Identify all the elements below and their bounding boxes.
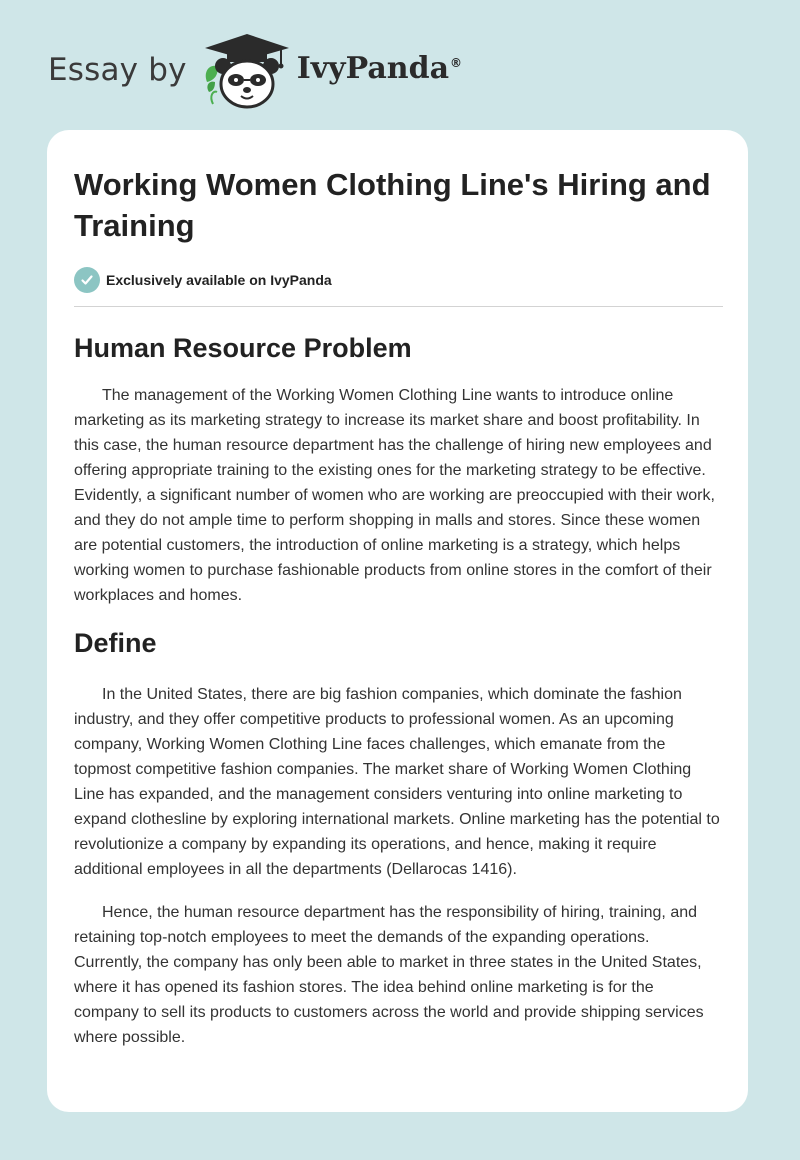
check-icon bbox=[74, 267, 100, 293]
section-define bbox=[74, 626, 722, 1050]
registered-mark: ® bbox=[450, 55, 463, 70]
divider bbox=[74, 306, 723, 307]
panda-logo-icon[interactable] bbox=[201, 30, 293, 110]
essay-by-label: Essay by bbox=[48, 52, 187, 88]
site-header bbox=[48, 30, 462, 110]
article-title: Working Women Clothing Line's Hiring and Training bbox=[74, 167, 711, 243]
exclusive-text: Exclusively available on IvyPanda bbox=[106, 272, 332, 288]
section-human-resource-problem bbox=[74, 331, 722, 608]
article-card bbox=[47, 130, 748, 1112]
paragraph: Hence, the human resource department has the responsibility of hiring, training, and retaining top-notch employees to meet the demands of the expanding operations. Currently, the company has only been able to market in three states in the United States, where it has opened its fashion stores. The idea behind online marketing is for the company to sell its products to customers across the world and provide shipping services where possible. bbox=[74, 904, 704, 1046]
paragraph: In the United States, there are big fashion companies, which dominate the fashion industry, and they offer competitive products to professional women. As an upcoming company, Working Women Clothing Line faces challenges, which emanate from the topmost competitive fashion companies. The market share of Working Women Clothing Line has expanded, and the management considers venturing into online marketing to expand clothesline by exploring international markets. Online marketing has the potential to revolutionize a company by expanding its operations, and hence, making it require additional employees in all the departments (Dellarocas 1416). bbox=[74, 686, 720, 878]
brand-name[interactable] bbox=[297, 51, 462, 86]
paragraph: The management of the Working Women Clothing Line wants to introduce online marketing as its marketing strategy to increase its market share and boost profitability. In this case, the human resource department has the challenge of hiring new employees and offering appropriate training to the existing ones for the marketing strategy to be effective. Evidently, a significant number of women who are working are preoccupied with their work, and they do not ample time to perform shopping in malls and stores. Since these women are potential customers, the introduction of online marketing is a strategy, which helps working women to purchase fashionable products from online stores in the comfort of their workplaces and homes. bbox=[74, 387, 715, 604]
brand-text: IvyPanda bbox=[296, 50, 450, 86]
section-heading: Define bbox=[74, 628, 157, 658]
exclusive-badge bbox=[74, 266, 722, 294]
section-heading: Human Resource Problem bbox=[74, 333, 412, 363]
